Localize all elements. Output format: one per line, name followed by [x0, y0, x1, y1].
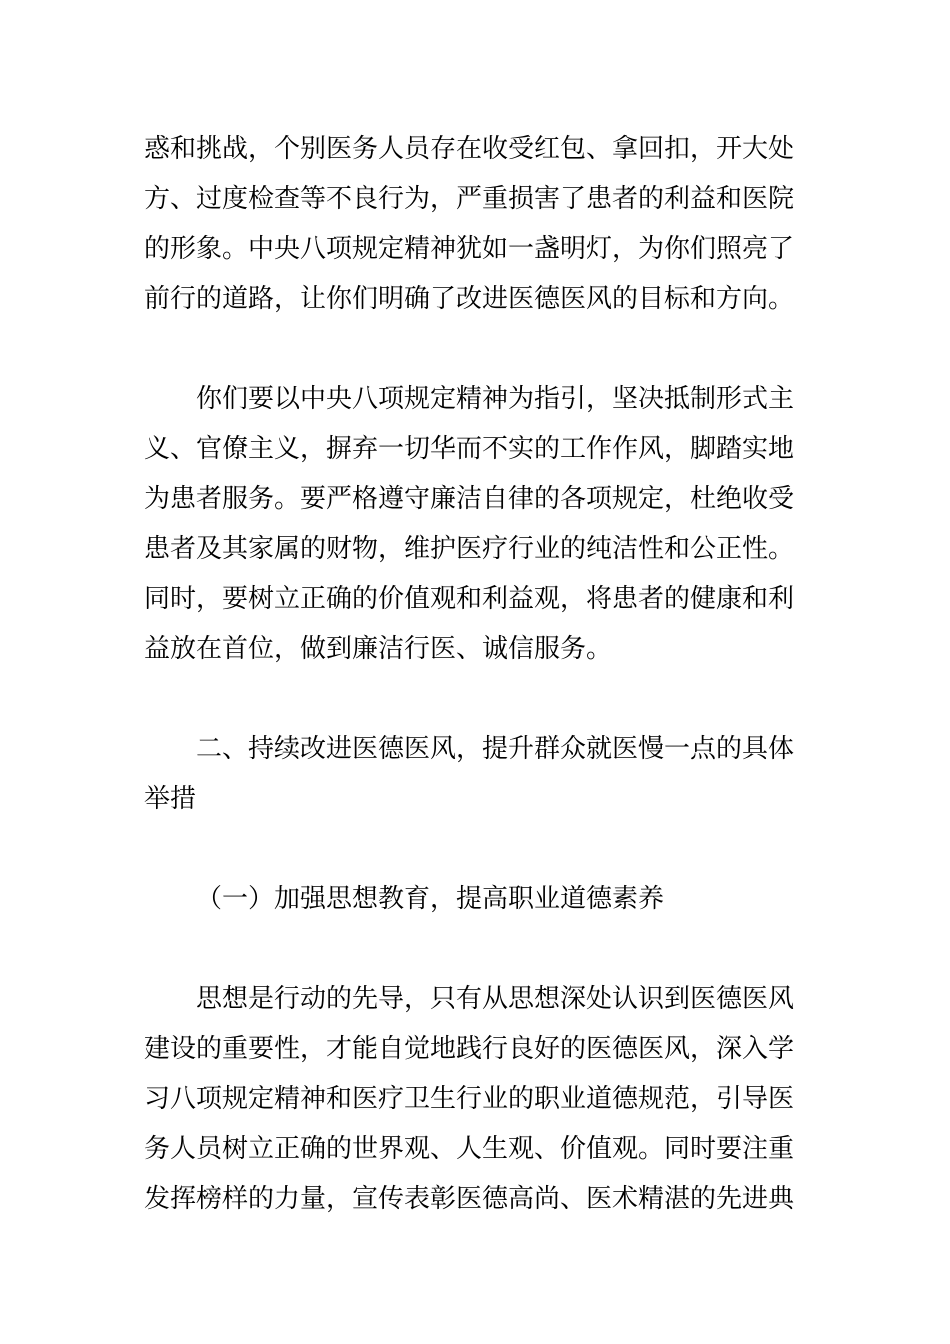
text-line: 思想是行动的先导，只有从思想深处认识到医德医风	[196, 984, 795, 1014]
text-line: 惑和挑战，个别医务人员存在收受红包、拿回扣，开大处	[144, 134, 795, 164]
subsection-heading	[144, 874, 810, 924]
text-line: 义、官僚主义，摒弃一切华而不实的工作作风，脚踏实地	[144, 434, 795, 464]
text-line: 患者及其家属的财物，维护医疗行业的纯洁性和公正性。	[144, 534, 795, 564]
document-page	[144, 124, 810, 1224]
text-line: 你们要以中央八项规定精神为指引，坚决抵制形式主	[196, 384, 795, 414]
text-line: （一）加强思想教育，提高职业道德素养	[196, 884, 665, 914]
text-line: 举措	[144, 784, 197, 814]
body-paragraph	[144, 124, 810, 324]
text-line: 务人员树立正确的世界观、人生观、价值观。同时要注重	[144, 1134, 795, 1164]
text-line: 为患者服务。要严格遵守廉洁自律的各项规定，杜绝收受	[144, 484, 795, 514]
text-line: 二、持续改进医德医风，提升群众就医慢一点的具体	[196, 734, 795, 764]
text-line: 习八项规定精神和医疗卫生行业的职业道德规范，引导医	[144, 1084, 795, 1114]
section-heading	[144, 724, 810, 824]
text-line: 前行的道路，让你们明确了改进医德医风的目标和方向。	[144, 284, 795, 314]
text-line: 方、过度检查等不良行为，严重损害了患者的利益和医院	[144, 184, 795, 214]
text-line: 益放在首位，做到廉洁行医、诚信服务。	[144, 634, 613, 664]
text-line: 发挥榜样的力量，宣传表彰医德高尚、医术精湛的先进典	[144, 1184, 795, 1214]
text-line: 同时，要树立正确的价值观和利益观，将患者的健康和利	[144, 584, 795, 614]
text-line: 建设的重要性，才能自觉地践行良好的医德医风，深入学	[144, 1034, 795, 1064]
body-paragraph	[144, 374, 810, 674]
text-line: 的形象。中央八项规定精神犹如一盏明灯，为你们照亮了	[144, 234, 795, 264]
body-paragraph	[144, 974, 810, 1224]
